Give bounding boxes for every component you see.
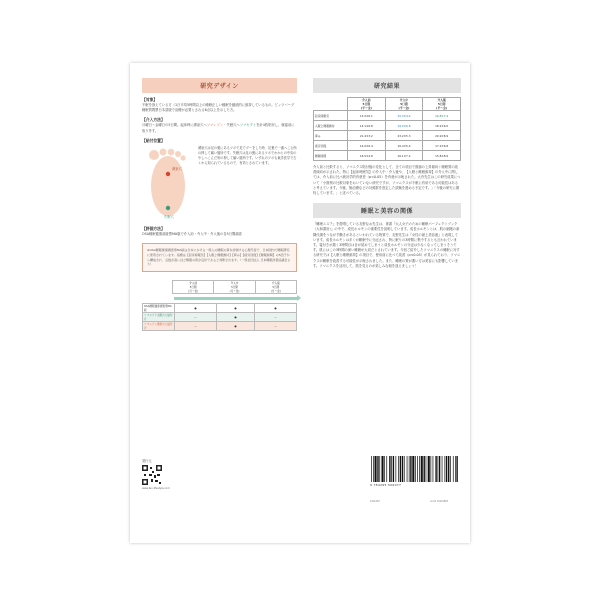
foot-illustration <box>142 146 194 222</box>
table-row: 起床時眠気 13.2±6.1 15.3±4.2 16.8±7.4 <box>314 111 461 121</box>
qr-url: www.ten-lifestyle.com <box>142 487 170 490</box>
left-column <box>142 78 297 331</box>
target-label: 【対象】 <box>142 97 158 102</box>
table-row: 夢み 21.4±3.2 23.2±5.3 20.9±8.9 <box>314 131 461 141</box>
method-text-mid: ・失眠穴へ <box>223 123 240 128</box>
evaluation-label: 【評価方法】 <box>142 225 165 231</box>
placement-text: 湧泉穴は足の裏にあるツボで足でグーをした時、足裏で一番へこむ所の押して痛い箇所です。失眠穴は足の裏にあるツボでかかとの中央のやしへこんだ所の押して痛い箇所です。いずれのツボも東洋医学で古くから知られているもので、有効とされています。 <box>198 145 297 165</box>
sleep-beauty-paragraph: 『睡眠エステ』を提唱している友野なお先生は、著書『大人女子のための睡眠パーフェクトブック（大和書房）』の中で、成長ホルモンの重要性を説明しています。成長ホルモンとは、肌の細胞の新陳代謝をうながす働きがあるといわれている物質で、友野先生は『女性の最上美容液』と表現しています。成長ホルモンは多くが睡眠中に分泌され、特に眠りの3時間に集中するとも言われています。寝付きが悪く3時間目は目が覚めてしまうと成長ホルモンの分泌は少なくなってしまうそうです。肌にはこの3時間の深い睡眠が大切だとされています。今回ご紹介したソマニクスの睡眠に対する研究では【入眠と睡眠維持】の項目で、使用前に比べて改善（p<0.05）が見られており、ソマニクスが睡眠を改善する可能性が示唆されました。また、睡眠の質が悪い方は美容にも影響しています。ソマニクスを活用して、肌を見るのが楽しみな朝を迎えましょう！ <box>313 222 461 268</box>
research-results-heading: 研究結果 <box>313 78 461 93</box>
code-left: 1911087 <box>370 500 380 503</box>
shitsumin-point <box>166 206 170 210</box>
table-row: ソマセプト失眠穴に貼付け — ● — <box>143 313 297 322</box>
table-row: OSA睡眠健康調査票MA版 ● ● ● <box>143 304 297 313</box>
sched-col-2: 介入中 5日間 (月～金) <box>214 281 255 294</box>
placement-label: 【貼付位置】 <box>142 137 165 143</box>
method-text <box>142 123 297 133</box>
table-row: ソマレゾン湧泉穴に貼付け — ● — <box>143 322 297 331</box>
method-label: 【介入方法】 <box>142 117 165 123</box>
method-text-before: 月曜日～金曜日の5日間。起床時に湧泉穴へ <box>142 123 207 128</box>
schedule-header-table <box>142 280 297 294</box>
table-row: 介入前 5日間 (平～金) 介入中 5日間 (平～金) 介入後 5日間 (平～金) <box>314 98 461 111</box>
schedule-table <box>142 303 297 331</box>
osa-note-box: ※OSA睡眠健康調査票MA版は日本における一般人の睡眠の質を評価する心理尺度で、日本国内で睡眠研究に使用されています。指標は【起床時眠気】【入眠と睡眠維持】【夢み】【疲労回復】【睡眠時間】の5因子から構成され、点数が高いほど睡眠の質が良好であると判断されます。（一般社団法人 日本睡眠改善協議会より） <box>142 243 297 272</box>
research-design-heading: 研究デザイン <box>142 78 297 93</box>
method-item-1: ソマレゾン <box>206 123 224 128</box>
shitsumin-callout: 失眠穴 <box>164 214 174 219</box>
yusen-callout: 湧泉穴 <box>172 166 182 171</box>
sleep-beauty-heading: 睡眠と美容の関係 <box>313 203 461 218</box>
placement-row <box>142 146 297 222</box>
foot-sole-image <box>142 146 194 222</box>
method-text-after: を計4枚貼付し、就寝前に取り外す。 <box>142 123 295 133</box>
table-row: 入眠と睡眠維持 14.1±6.8 19.2±6.8 18.2±6.0 <box>314 121 461 131</box>
barcode-icon <box>370 456 460 482</box>
results-paragraph: 介入前と比較すると、ソマニクス貼付後の変化として、全ての項目で数値の上昇傾向＋睡眠質の改善傾向が示された。特に【起床時眠気】の介入中・介入後や、【入眠と睡眠維持】の介入中に関しては、介入前に比べ統計学的有意差（p<0.05）を有意が示唆された。大舟先生はこの研究成果について「小数例の比較対象をおいていない研究ですが、ソマニクスが不眠に有用である可能性はあると考えています。今後、無治療などの対照群を設定した試験を進める予定です。」「今後の研究に期待しています。」と述べている。 <box>313 165 461 196</box>
sched-col-1: 介入前 5日間 (月～金) <box>173 281 214 294</box>
qr-code-icon <box>142 465 162 485</box>
isbn-number: 9 784295 506077 <box>370 483 402 487</box>
code-right: no.01 19110805 <box>430 500 448 503</box>
publisher-label: 発行元 <box>142 459 152 463</box>
document-page <box>130 63 470 543</box>
results-table <box>313 97 461 161</box>
schedule-section <box>142 280 297 331</box>
target-text: 不眠を訴えている方（1日平均5時間以上の睡眠正しい睡眠を継続的に維持しているもの。ピッツバーグ睡眠質問票日本語版で治療が必要とされる6点以上を示した方。 <box>142 103 295 113</box>
right-column <box>313 78 461 269</box>
evaluation-text: OSA睡眠健康調査票MA版で介入前・介入中・介入後の各5日間調査 <box>142 231 242 236</box>
table-row: 睡眠時間 16.5±4.8 16.1±7.2 15.8±8.9 <box>314 151 461 161</box>
sched-col-3: 介入後 5日間 (月～金) <box>255 281 296 294</box>
table-row: 疲労回復 14.0±6.4 16.4±5.4 17.2±6.8 <box>314 141 461 151</box>
yusen-point <box>166 172 170 176</box>
method-item-2: ソマセプト <box>239 123 257 128</box>
timeline-arrow <box>174 297 297 300</box>
